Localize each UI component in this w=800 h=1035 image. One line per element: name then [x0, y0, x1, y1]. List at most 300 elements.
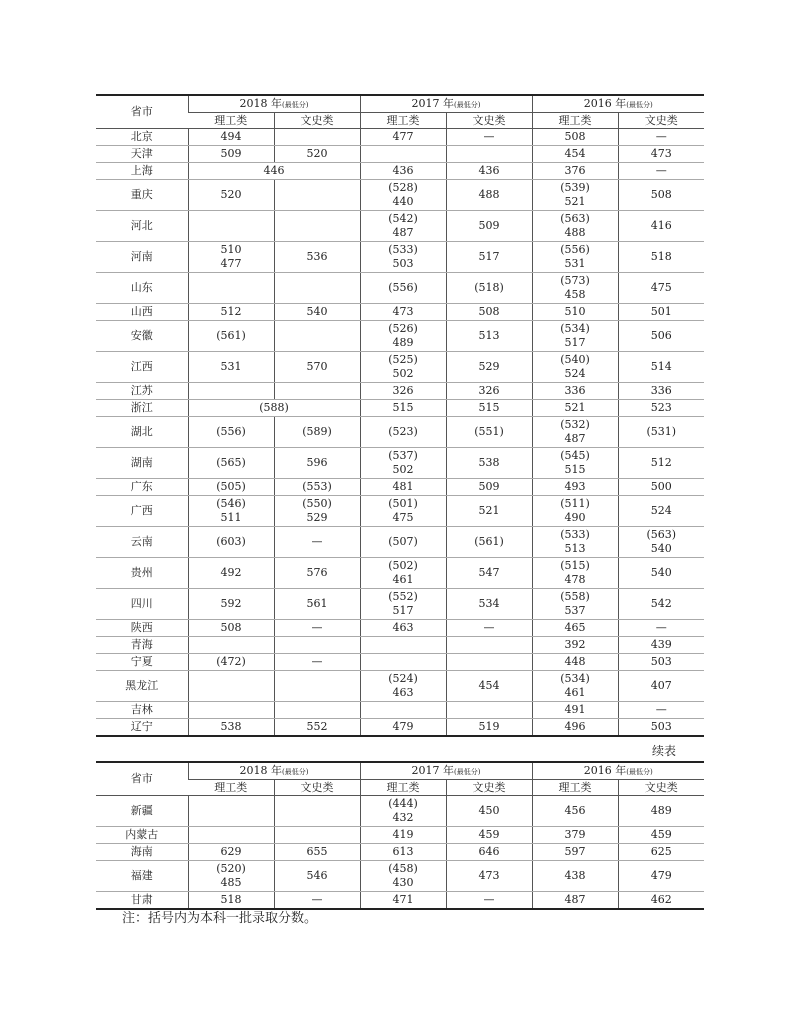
score-cell: [188, 146, 274, 163]
province-cell: 重庆: [96, 180, 188, 211]
score-cell: [532, 417, 618, 448]
score-value: 512: [220, 305, 242, 318]
table-row: [96, 400, 704, 417]
score-value: 515: [564, 463, 586, 476]
score-value: (523): [388, 425, 418, 438]
score-value: —: [311, 655, 323, 668]
score-cell: [360, 129, 446, 146]
score-cell: [532, 479, 618, 496]
score-cell: [618, 844, 704, 861]
score-cell: [446, 163, 532, 180]
table-row: [96, 702, 704, 719]
score-value: (556): [560, 243, 590, 256]
score-value: 540: [650, 566, 672, 579]
score-value: (525): [388, 353, 418, 366]
score-cell: [188, 827, 274, 844]
score-cell: [532, 273, 618, 304]
province-cell: 吉林: [96, 702, 188, 719]
score-cell: [532, 448, 618, 479]
score-cell: [618, 702, 704, 719]
score-cell: [360, 163, 446, 180]
score-cell: [360, 496, 446, 527]
footnote: 注：括号内为本科一批录取分数。: [122, 911, 318, 926]
score-cell: [446, 321, 532, 352]
score-cell: [274, 479, 360, 496]
score-value: 463: [392, 686, 414, 699]
score-value: 407: [650, 679, 672, 692]
score-value: 518: [650, 250, 672, 263]
province-cell: 辽宁: [96, 719, 188, 737]
score-cell: [360, 671, 446, 702]
table-row: [96, 448, 704, 479]
score-cell: [188, 654, 274, 671]
score-value: (458): [388, 862, 418, 875]
score-cell: [618, 589, 704, 620]
score-value: 552: [306, 720, 328, 733]
score-value: (539): [560, 181, 590, 194]
score-cell: [618, 671, 704, 702]
score-cell: [532, 527, 618, 558]
score-value: 500: [650, 480, 672, 493]
score-value: 490: [564, 511, 586, 524]
sci-header: 理工类: [188, 113, 274, 129]
table-row: [96, 827, 704, 844]
continued-label: 续表: [652, 744, 677, 758]
score-cell: [446, 242, 532, 273]
arts-header: 文史类: [274, 780, 360, 796]
year-2017-header: 2017 年(最低分): [360, 762, 532, 780]
score-cell: [274, 448, 360, 479]
sci-header: 理工类: [188, 780, 274, 796]
score-value: —: [311, 893, 323, 906]
score-cell: [532, 892, 618, 910]
score-value: 473: [392, 305, 414, 318]
province-cell: 内蒙古: [96, 827, 188, 844]
score-value: 459: [650, 828, 672, 841]
admission-score-table-continued: [96, 761, 704, 910]
score-value: (472): [216, 655, 246, 668]
score-cell: [618, 861, 704, 892]
score-value: —: [655, 164, 667, 177]
score-value: (545): [560, 449, 590, 462]
score-value: 561: [306, 597, 328, 610]
score-value: 336: [564, 384, 586, 397]
score-cell: [618, 448, 704, 479]
score-value: (551): [474, 425, 504, 438]
score-cell: [446, 654, 532, 671]
score-value: (556): [388, 281, 418, 294]
score-value: 536: [306, 250, 328, 263]
score-cell: [446, 589, 532, 620]
score-value: (502): [388, 559, 418, 572]
score-value: (565): [216, 456, 246, 469]
score-cell: [446, 719, 532, 737]
score-cell: [532, 861, 618, 892]
score-cell: [618, 146, 704, 163]
score-value: (444): [388, 797, 418, 810]
province-cell: 青海: [96, 637, 188, 654]
score-value: 502: [392, 463, 414, 476]
score-cell: [618, 654, 704, 671]
table-row: [96, 671, 704, 702]
score-cell: [360, 702, 446, 719]
score-cell: [188, 620, 274, 637]
score-value: 481: [392, 480, 414, 493]
score-value: 416: [650, 219, 672, 232]
score-cell: [532, 702, 618, 719]
score-cell: [360, 844, 446, 861]
score-value: 508: [650, 188, 672, 201]
score-value: 485: [220, 876, 242, 889]
score-value: 465: [564, 621, 586, 634]
score-value: 519: [478, 720, 500, 733]
score-value: 459: [478, 828, 500, 841]
score-value: 510: [564, 305, 586, 318]
score-cell: [274, 827, 360, 844]
score-cell: [360, 861, 446, 892]
score-cell: [188, 558, 274, 589]
score-value: 521: [478, 504, 500, 517]
score-cell: [446, 558, 532, 589]
score-value: 487: [564, 893, 586, 906]
score-cell: [274, 321, 360, 352]
score-cell: [618, 304, 704, 321]
score-value: 531: [220, 360, 242, 373]
score-value: (561): [216, 329, 246, 342]
score-value: 510: [220, 243, 242, 256]
province-cell: 浙江: [96, 400, 188, 417]
score-cell: [274, 527, 360, 558]
score-value: 458: [564, 288, 586, 301]
score-value: 501: [650, 305, 672, 318]
score-cell: [274, 496, 360, 527]
score-value: (524): [388, 672, 418, 685]
table-body: [96, 129, 704, 737]
score-cell: [618, 211, 704, 242]
score-cell: [446, 180, 532, 211]
score-value: 597: [564, 845, 586, 858]
score-value: 494: [220, 130, 242, 143]
score-cell: [274, 242, 360, 273]
score-cell: [188, 637, 274, 654]
score-cell: [532, 620, 618, 637]
sci-header: 理工类: [360, 780, 446, 796]
score-cell: [274, 273, 360, 304]
score-cell: [360, 180, 446, 211]
score-value: 491: [564, 703, 586, 716]
score-value: 523: [650, 401, 672, 414]
score-value: (526): [388, 322, 418, 335]
score-value: 336: [650, 384, 672, 397]
table-row: [96, 637, 704, 654]
score-value: (589): [302, 425, 332, 438]
score-value: 493: [564, 480, 586, 493]
table-row: [96, 321, 704, 352]
score-cell: [618, 892, 704, 910]
score-cell: [188, 242, 274, 273]
score-value: (520): [216, 862, 246, 875]
score-value: 477: [220, 257, 242, 270]
score-cell: [360, 383, 446, 400]
province-cell: 黑龙江: [96, 671, 188, 702]
score-value: 471: [392, 893, 414, 906]
score-cell: [188, 304, 274, 321]
score-value: 646: [478, 845, 500, 858]
score-value: 430: [392, 876, 414, 889]
score-value: (556): [216, 425, 246, 438]
score-cell: [274, 620, 360, 637]
year-2018-header: 2018 年(最低分): [188, 95, 360, 113]
table-row: [96, 417, 704, 448]
province-cell: 云南: [96, 527, 188, 558]
score-value: (540): [560, 353, 590, 366]
score-cell: [360, 146, 446, 163]
score-cell: [618, 827, 704, 844]
score-value: (552): [388, 590, 418, 603]
score-value: 503: [392, 257, 414, 270]
score-cell: [618, 163, 704, 180]
province-cell: 江西: [96, 352, 188, 383]
score-value: 473: [478, 869, 500, 882]
score-value: (558): [560, 590, 590, 603]
province-cell: 甘肃: [96, 892, 188, 910]
score-cell: [532, 589, 618, 620]
score-cell: [446, 417, 532, 448]
score-cell: [274, 383, 360, 400]
score-cell: [274, 304, 360, 321]
score-value: —: [311, 621, 323, 634]
score-cell: [274, 180, 360, 211]
table-row: [96, 163, 704, 180]
score-cell: [446, 702, 532, 719]
score-cell: [274, 146, 360, 163]
score-value: 461: [564, 686, 586, 699]
score-value: 570: [306, 360, 328, 373]
score-cell: [618, 496, 704, 527]
table-row: [96, 129, 704, 146]
score-cell: [360, 589, 446, 620]
score-cell: [446, 448, 532, 479]
score-value: 524: [564, 367, 586, 380]
score-cell: [446, 146, 532, 163]
score-value: 537: [564, 604, 586, 617]
province-cell: 福建: [96, 861, 188, 892]
score-cell: [618, 796, 704, 827]
score-cell: [532, 352, 618, 383]
score-value: 488: [564, 226, 586, 239]
score-value: 503: [650, 655, 672, 668]
score-value: 479: [650, 869, 672, 882]
score-cell: [188, 129, 274, 146]
year-2018-header: 2018 年(最低分): [188, 762, 360, 780]
score-cell: [360, 304, 446, 321]
sci-header: 理工类: [532, 113, 618, 129]
score-value: 521: [564, 195, 586, 208]
province-cell: 湖南: [96, 448, 188, 479]
score-value: 492: [220, 566, 242, 579]
score-value: 376: [564, 164, 586, 177]
score-cell: [446, 844, 532, 861]
score-value: 509: [478, 480, 500, 493]
score-value: 456: [564, 804, 586, 817]
score-cell: [532, 211, 618, 242]
table-row: [96, 796, 704, 827]
score-cell: [360, 796, 446, 827]
score-cell: [618, 417, 704, 448]
score-value: 436: [392, 164, 414, 177]
score-value: (534): [560, 322, 590, 335]
table-row: [96, 211, 704, 242]
score-cell: [532, 827, 618, 844]
score-cell: [618, 273, 704, 304]
score-cell-merged: (588): [188, 400, 360, 417]
score-cell: [360, 827, 446, 844]
score-value: 461: [392, 573, 414, 586]
score-value: —: [483, 621, 495, 634]
score-value: 503: [650, 720, 672, 733]
score-cell: [618, 352, 704, 383]
score-cell: [446, 129, 532, 146]
score-cell: [360, 479, 446, 496]
score-value: (518): [474, 281, 504, 294]
score-value: 524: [650, 504, 672, 517]
score-cell: [360, 654, 446, 671]
score-value: 436: [478, 164, 500, 177]
table-row: [96, 558, 704, 589]
year-2017-header: 2017 年(最低分): [360, 95, 532, 113]
score-value: —: [655, 703, 667, 716]
score-cell: [532, 796, 618, 827]
score-cell: [274, 211, 360, 242]
score-value: —: [483, 130, 495, 143]
table-row: [96, 383, 704, 400]
province-column-header: 省市: [96, 95, 188, 129]
score-cell: [188, 417, 274, 448]
score-cell: [446, 527, 532, 558]
score-cell: [274, 637, 360, 654]
score-cell: [532, 400, 618, 417]
score-value: (533): [388, 243, 418, 256]
score-value: (573): [560, 274, 590, 287]
table-row: [96, 654, 704, 671]
table-row: [96, 719, 704, 737]
table-row: [96, 589, 704, 620]
score-value: 506: [650, 329, 672, 342]
score-value: 508: [564, 130, 586, 143]
province-cell: 海南: [96, 844, 188, 861]
score-cell: [360, 211, 446, 242]
score-value: 478: [564, 573, 586, 586]
score-value: 438: [564, 869, 586, 882]
province-cell: 四川: [96, 589, 188, 620]
score-value: (561): [474, 535, 504, 548]
score-cell: [188, 527, 274, 558]
score-cell: [188, 844, 274, 861]
score-cell: [532, 180, 618, 211]
province-cell: 江苏: [96, 383, 188, 400]
province-cell: 广西: [96, 496, 188, 527]
score-cell: [532, 242, 618, 273]
score-value: 479: [392, 720, 414, 733]
score-value: —: [483, 893, 495, 906]
table-row: [96, 242, 704, 273]
score-value: (546): [216, 497, 246, 510]
province-cell: 新疆: [96, 796, 188, 827]
score-value: 547: [478, 566, 500, 579]
score-cell: [360, 620, 446, 637]
score-cell: [532, 129, 618, 146]
score-cell: [360, 321, 446, 352]
score-cell: [274, 417, 360, 448]
score-cell: [188, 321, 274, 352]
score-value: 432: [392, 811, 414, 824]
score-cell: [188, 496, 274, 527]
province-cell: 河南: [96, 242, 188, 273]
score-cell: [360, 448, 446, 479]
score-cell: [360, 558, 446, 589]
score-value: 515: [478, 401, 500, 414]
score-cell: [274, 558, 360, 589]
score-value: 520: [220, 188, 242, 201]
score-value: 517: [478, 250, 500, 263]
score-cell: [188, 702, 274, 719]
score-value: 473: [650, 147, 672, 160]
score-value: 509: [220, 147, 242, 160]
score-cell: [618, 620, 704, 637]
score-cell: [360, 637, 446, 654]
score-value: 613: [392, 845, 414, 858]
score-value: 538: [220, 720, 242, 733]
table-row: [96, 273, 704, 304]
province-cell: 河北: [96, 211, 188, 242]
score-cell: [618, 719, 704, 737]
year-2016-header: 2016 年(最低分): [532, 762, 704, 780]
score-value: —: [311, 535, 323, 548]
table-row: [96, 352, 704, 383]
score-cell: [532, 146, 618, 163]
province-cell: 山东: [96, 273, 188, 304]
score-value: 326: [478, 384, 500, 397]
score-value: 440: [392, 195, 414, 208]
score-value: 489: [650, 804, 672, 817]
score-cell: [360, 400, 446, 417]
score-cell: [446, 671, 532, 702]
score-value: 502: [392, 367, 414, 380]
score-cell: [360, 273, 446, 304]
score-value: (553): [302, 480, 332, 493]
score-value: 592: [220, 597, 242, 610]
score-value: 625: [650, 845, 672, 858]
score-cell: [188, 719, 274, 737]
province-cell: 天津: [96, 146, 188, 163]
score-cell: [446, 796, 532, 827]
score-cell: [618, 383, 704, 400]
arts-header: 文史类: [446, 780, 532, 796]
province-cell: 北京: [96, 129, 188, 146]
score-cell: [446, 861, 532, 892]
score-cell: [274, 671, 360, 702]
score-value: 531: [564, 257, 586, 270]
score-value: 489: [392, 336, 414, 349]
table-row: [96, 146, 704, 163]
score-cell: [188, 448, 274, 479]
score-cell: [360, 242, 446, 273]
score-value: 529: [306, 511, 328, 524]
score-cell: [618, 400, 704, 417]
arts-header: 文史类: [446, 113, 532, 129]
score-value: 419: [392, 828, 414, 841]
score-value: (542): [388, 212, 418, 225]
